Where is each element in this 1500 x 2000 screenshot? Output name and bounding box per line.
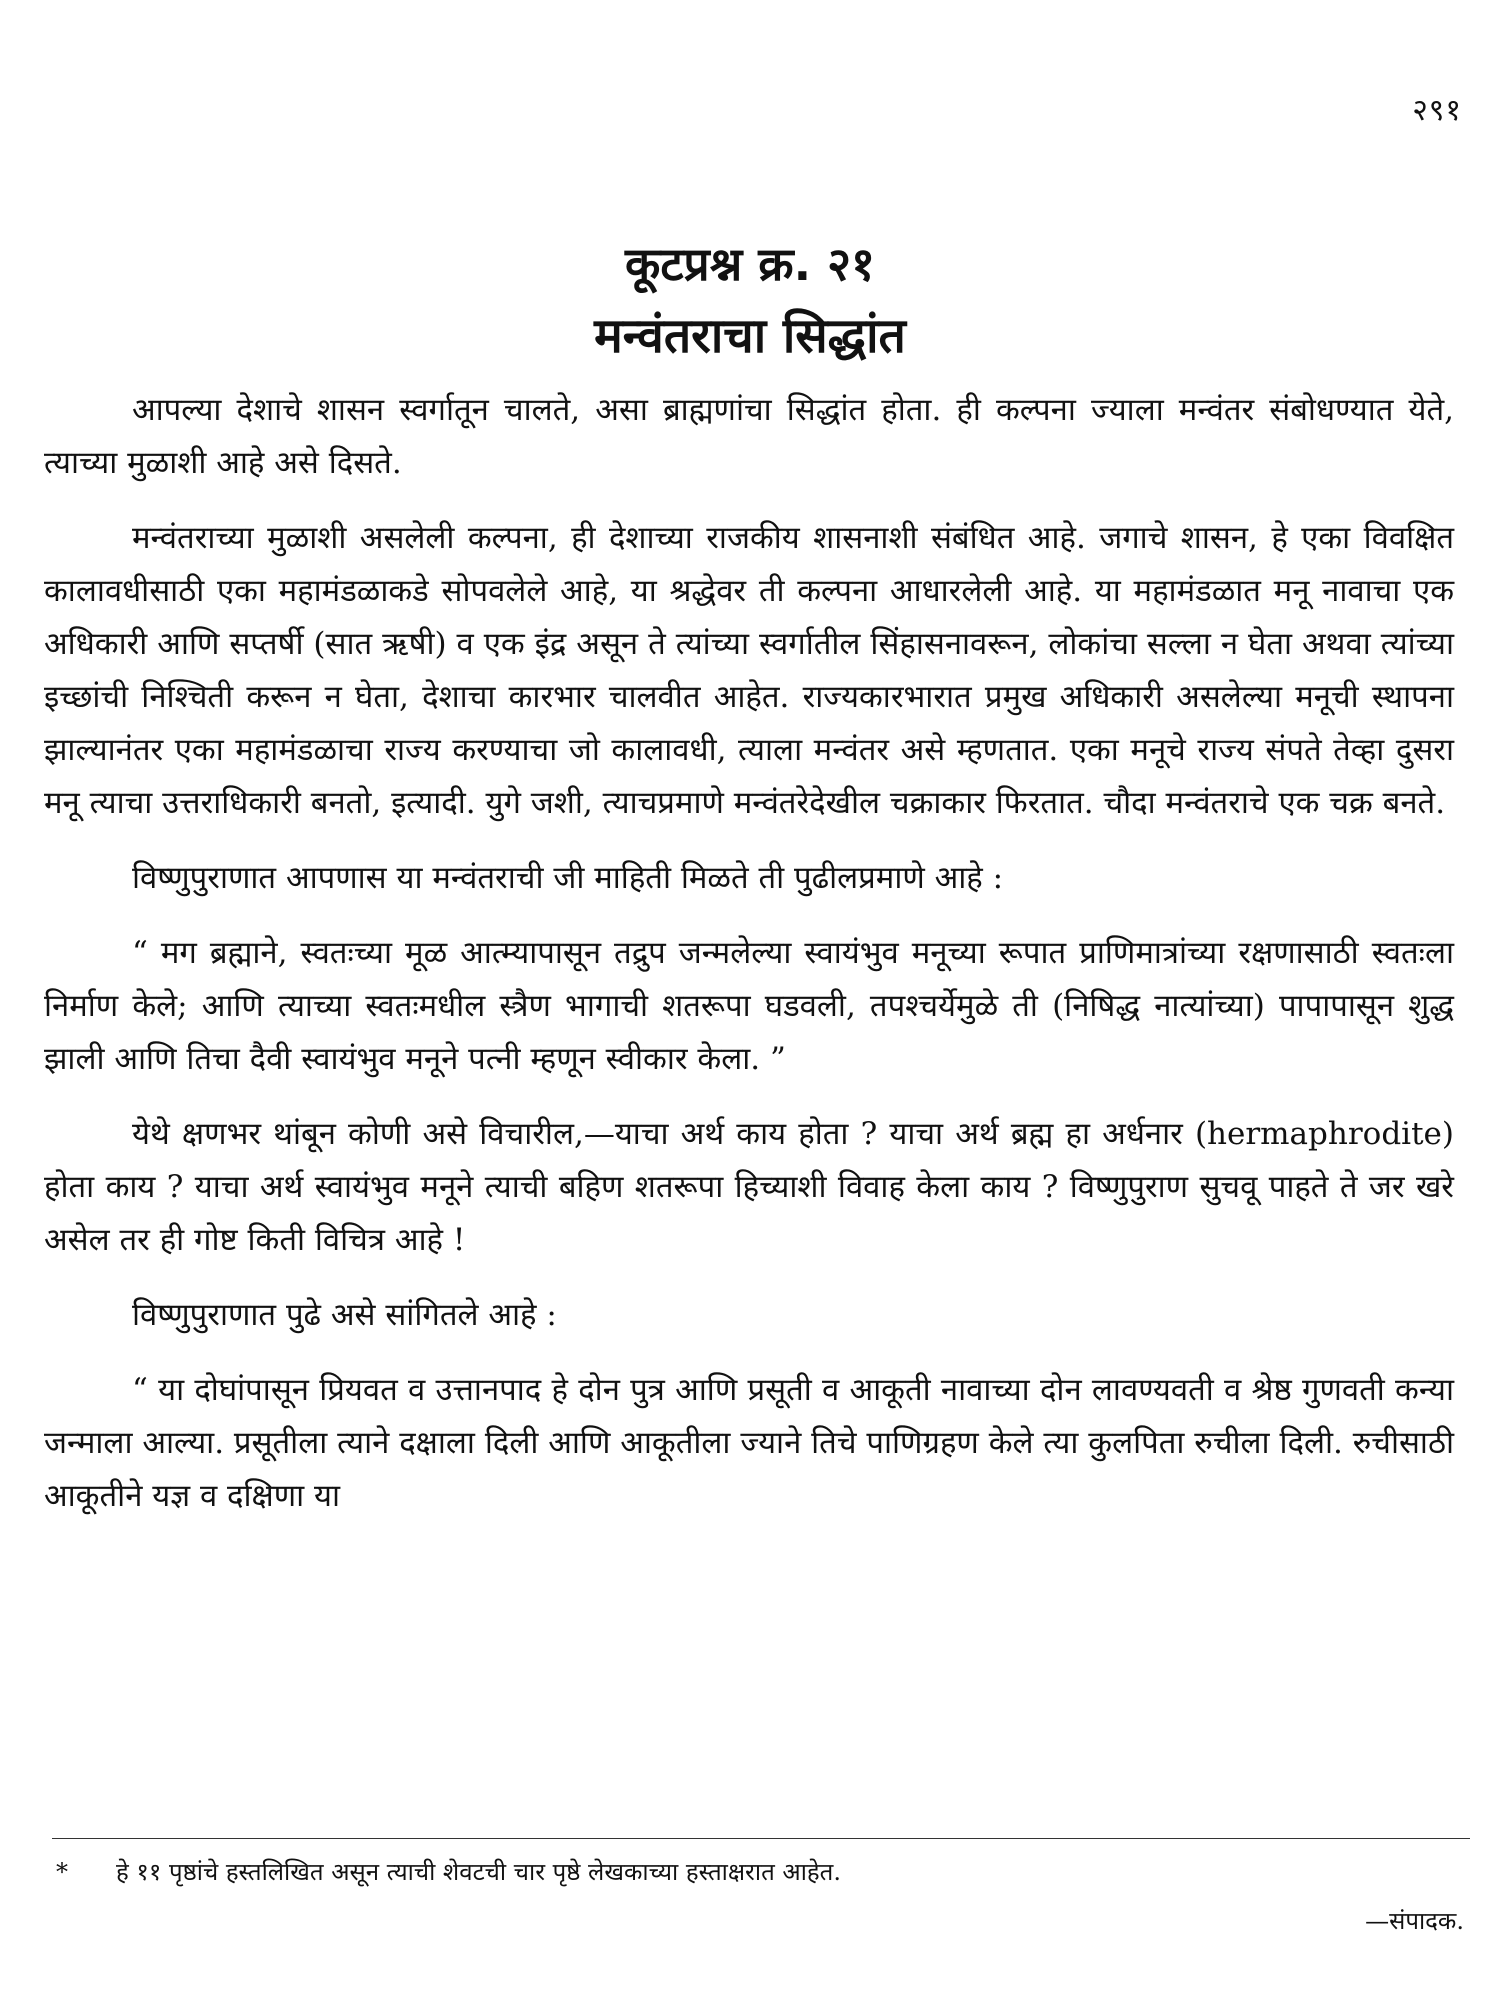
paragraph: मन्वंतराच्या मुळाशी असलेली कल्पना, ही देशाच्या राजकीय शासनाशी संबंधित आहे. जगाचे शासन, हे एका विवक्षित कालावधीसाठी एका महामंडळाकडे सोपवलेले आहे, या श्रद्धेवर ती कल्पना आधारलेली आहे. या महामंडळात मनू नावाचा एक अधिकारी आणि सप्तर्षी (सात ऋषी) व एक इंद्र असून ते त्यांच्या स्वर्गातील सिंहासनावरून, लोकांचा सल्ला न घेता अथवा त्यांच्या इच्छांची निश्चिती करून न घेता, देशाचा कारभार चालवीत आहेत. राज्यकारभारात प्रमुख अधिकारी असलेल्या मनूची स्थापना झाल्यानंतर एका महामंडळाचा राज्य करण्याचा जो कालावधी, त्याला मन्वंतर असे म्हणतात. एका मनूचे राज्य संपते तेव्हा दुसरा मनू त्याचा उत्तराधिकारी बनतो, इत्यादी. युगे जशी, त्याचप्रमाणे मन्वंतरेदेखील चक्राकार फिरतात. चौदा मन्वंतराचे एक चक्र बनते. <box>44 520 1454 821</box>
paragraph: आपल्या देशाचे शासन स्वर्गातून चालते, असा ब्राह्मणांचा सिद्धांत होता. ही कल्पना ज्याला मन्वंतर संबोधण्यात येते, त्याच्या मुळाशी आहे असे दिसते. <box>44 392 1454 481</box>
body-text <box>44 384 1454 1545</box>
paragraph: विष्णुपुराणात आपणास या मन्वंतराची जी माहिती मिळते ती पुढीलप्रमाणे आहे : <box>132 860 1004 896</box>
chapter-title: कूटप्रश्न क्र. २१ <box>625 237 875 291</box>
paragraph: येथे क्षणभर थांबून कोणी असे विचारील,—याचा अर्थ काय होता ? याचा अर्थ ब्रह्म हा अर्धनार (hermaphrodite) होता काय ? याचा अर्थ स्वायंभुव मनूने त्याची बहिण शतरूपा हिच्याशी विवाह केला काय ? विष्णुपुराण सुचवू पाहते ते जर खरे असेल तर ही गोष्ट किती विचित्र आहे ! <box>44 1116 1454 1258</box>
chapter-subtitle: मन्वंतराचा सिद्धांत <box>594 308 906 364</box>
paragraph: विष्णुपुराणात पुढे असे सांगितले आहे : <box>132 1297 557 1333</box>
quote-paragraph: “ मग ब्रह्माने, स्वतःच्या मूळ आत्म्यापासून तद्रुप जन्मलेल्या स्वायंभुव मनूच्या रूपात प्राणिमात्रांच्या रक्षणासाठी स्वतःला निर्माण केले; आणि त्याच्या स्वतःमधील स्त्रैण भागाची शतरूपा घडवली, तपश्चर्येमुळे ती (निषिद्ध नात्यांच्या) पापापासून शुद्ध झाली आणि तिचा दैवी स्वायंभुव मनूने पत्नी म्हणून स्वीकार केला. ” <box>44 935 1454 1077</box>
chapter-heading <box>0 228 1500 372</box>
footnote-divider <box>52 1838 1470 1839</box>
footnote-mark: * <box>56 1858 68 1886</box>
footnote-text: हे ११ पृष्ठांचे हस्तलिखित असून त्याची शेवटची चार पृष्ठे लेखकाच्या हस्ताक्षरात आहेत. <box>116 1858 841 1886</box>
footnote <box>52 1852 1470 1892</box>
page-number: २९१ <box>1412 93 1462 128</box>
footnote-signature: —संपादक. <box>1365 1907 1464 1935</box>
quote-paragraph: “ या दोघांपासून प्रियवत व उत्तानपाद हे दोन पुत्र आणि प्रसूती व आकूती नावाच्या दोन लावण्यवती व श्रेष्ठ गुणवती कन्या जन्माला आल्या. प्रसूतीला त्याने दक्षाला दिली आणि आकूतीला ज्याने तिचे पाणिग्रहण केले त्या कुलपिता रुचीला दिली. रुचीसाठी आकूतीने यज्ञ व दक्षिणा या <box>44 1372 1454 1514</box>
